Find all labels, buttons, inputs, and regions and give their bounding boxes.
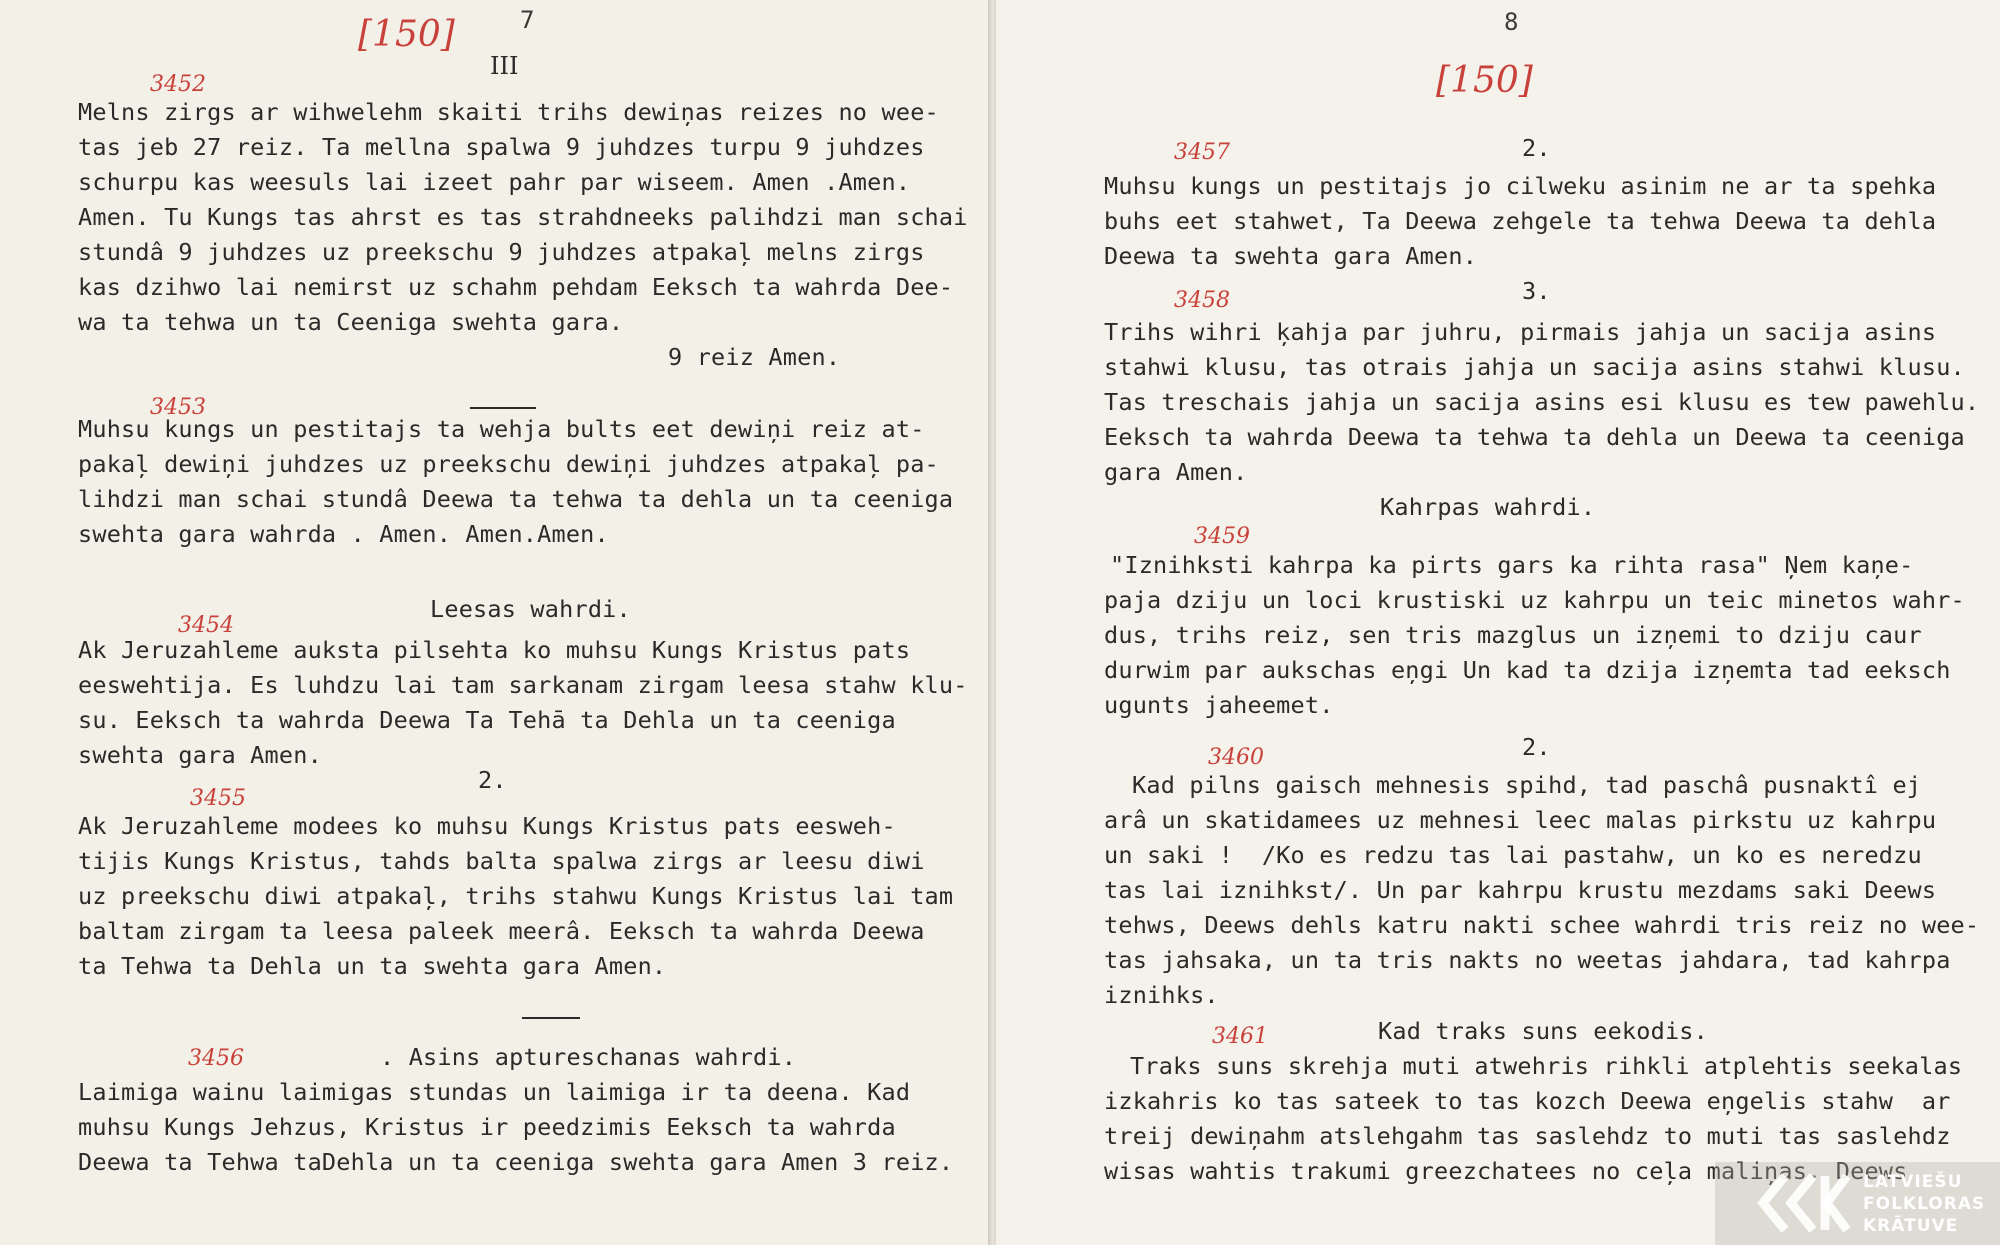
logo-text-line3: KRĀTUVE [1863, 1216, 1959, 1236]
text-line: kas dzihwo lai nemirst uz schahm pehdam Eeksch ta wahrda Dee- [78, 273, 954, 301]
text-line: uz preekschu diwi atpakaļ, trihs stahwu Kungs Kristus lai tam [78, 882, 954, 910]
text-line: iznihks. [1104, 981, 1219, 1009]
text-line: Trihs wihri ķahja par juhru, pirmais jahja un sacija asins [1104, 318, 1937, 346]
text-line: tijis Kungs Kristus, tahds balta spalwa zirgs ar leesu diwi [78, 847, 925, 875]
text-line: tehws, Deews dehls katru nakti schee wahrdi tris reiz no wee- [1104, 911, 1980, 939]
logo-text-line1: LATVIEŠU [1863, 1172, 1963, 1192]
subsection-number: 2. [1522, 134, 1551, 162]
subsection-number: 2. [1522, 733, 1551, 761]
entry-id-3458: 3458 [1174, 288, 1230, 313]
text-line: dus, trihs reiz, sen tris mazglus un izņemi to dziju caur [1104, 621, 1922, 649]
entry-id-3461: 3461 [1212, 1024, 1268, 1049]
text-line: Traks suns skrehja muti atwehris rihkli atplehtis seekalas [1130, 1052, 1963, 1080]
archive-logo [1715, 1162, 2000, 1245]
left-page [0, 0, 990, 1245]
section-heading: Leesas wahrdi. [430, 595, 631, 623]
section-divider [470, 407, 536, 409]
text-line: Ak Jeruzahleme auksta pilsehta ko muhsu Kungs Kristus pats [78, 636, 911, 664]
archive-bracket-number: [150] [1436, 60, 1533, 101]
text-line: Laimiga wainu laimigas stundas un laimiga ir ta deena. Kad [78, 1078, 911, 1106]
text-line: eeswehtija. Es luhdzu lai tam sarkanam zirgam leesa stahw klu- [78, 671, 968, 699]
text-line: Deewa ta Tehwa taDehla un ta ceeniga swehta gara Amen 3 reiz. [78, 1148, 954, 1176]
text-line: buhs eet stahwet, Ta Deewa zehgele ta tehwa Deewa ta dehla [1104, 207, 1937, 235]
text-line: schurpu kas weesuls lai izeet pahr par wiseem. Amen .Amen. [78, 168, 911, 196]
section-divider [522, 1017, 580, 1019]
section-heading: Kahrpas wahrdi. [1380, 493, 1596, 521]
text-line: Eeksch ta wahrda Deewa ta tehwa ta dehla un Deewa ta ceeniga [1104, 423, 1965, 451]
logo-text-line2: FOLKLORAS [1863, 1194, 1986, 1214]
entry-id-3453: 3453 [150, 395, 206, 420]
text-line: swehta gara Amen. [78, 741, 322, 769]
entry-id-3459: 3459 [1194, 524, 1250, 549]
entry-id-3454: 3454 [178, 613, 234, 638]
text-line: baltam zirgam ta leesa paleek meerâ. Eeksch ta wahrda Deewa [78, 917, 925, 945]
text-line: stahwi klusu, tas otrais jahja un sacija asins stahwi klusu. [1104, 353, 1965, 381]
entry-id-3457: 3457 [1174, 140, 1230, 165]
section-heading: . Asins aptureschanas wahrdi. [380, 1043, 797, 1071]
text-line: Muhsu kungs un pestitajs jo cilweku asinim ne ar ta spehka [1104, 172, 1937, 200]
entry-id-3455: 3455 [190, 786, 246, 811]
text-line: su. Eeksch ta wahrda Deewa Ta Tehā ta Dehla un ta ceeniga [78, 706, 896, 734]
text-line: treij dewiņahm atslehgahm tas saslehdz to muti tas saslehdz [1104, 1122, 1951, 1150]
text-line: muhsu Kungs Jehzus, Kristus ir peedzimis Eeksch ta wahrda [78, 1113, 896, 1141]
text-line: 9 reiz Amen. [668, 343, 841, 371]
text-line: wisas wahtis trakumi greezchatees no ceļa maliņas. Deews [1104, 1157, 1908, 1185]
text-line: ta Tehwa ta Dehla un ta swehta gara Amen. [78, 952, 667, 980]
section-numeral: III [490, 52, 519, 80]
text-line: "Iznihksti kahrpa ka pirts gars ka rihta rasa" Ņem kaņe- [1110, 551, 1914, 579]
text-line: Deewa ta swehta gara Amen. [1104, 242, 1478, 270]
text-line: tas lai iznihkst/. Un par kahrpu krustu mezdams saki Deews [1104, 876, 1937, 904]
text-line: izkahris ko tas sateek to tas kozch Deewa eņgelis stahw ar [1104, 1087, 1951, 1115]
text-line: paja dziju un loci krustiski uz kahrpu un teic minetos wahr- [1104, 586, 1965, 614]
text-line: ugunts jaheemet. [1104, 691, 1334, 719]
text-line: tas jeb 27 reiz. Ta mellna spalwa 9 juhdzes turpu 9 juhdzes [78, 133, 925, 161]
right-page [996, 0, 2000, 1245]
text-line: un saki ! /Ko es redzu tas lai pastahw, un ko es neredzu [1104, 841, 1922, 869]
text-line: tas jahsaka, un ta tris nakts no weetas jahdara, tad kahrpa [1104, 946, 1951, 974]
text-line: lihdzi man schai stundâ Deewa ta tehwa ta dehla un ta ceeniga [78, 485, 954, 513]
archive-bracket-number: [150] [358, 14, 455, 55]
text-line: Kad pilns gaisch mehnesis spihd, tad paschâ pusnaktî ej [1132, 771, 1922, 799]
page-number: 8 [1504, 8, 1519, 36]
text-line: wa ta tehwa un ta Ceeniga swehta gara. [78, 308, 624, 336]
page-number: 7 [520, 6, 535, 34]
text-line: swehta gara wahrda . Amen. Amen.Amen. [78, 520, 609, 548]
text-line: Tas treschais jahja un sacija asins esi klusu es tew pawehlu. [1104, 388, 1980, 416]
text-line: arâ un skatidamees uz mehnesi leec malas pirkstu uz kahrpu [1104, 806, 1937, 834]
lfk-logo-icon [1755, 1170, 1855, 1236]
section-heading: Kad traks suns eekodis. [1378, 1017, 1709, 1045]
text-line: stundâ 9 juhdzes uz preekschu 9 juhdzes atpakaļ melns zirgs [78, 238, 925, 266]
entry-id-3456: 3456 [188, 1046, 244, 1071]
text-line: Amen. Tu Kungs tas ahrst es tas strahdneeks palihdzi man schai [78, 203, 968, 231]
text-line: Melns zirgs ar wihwelehm skaiti trihs dewiņas reizes no wee- [78, 98, 939, 126]
subsection-number: 2. [478, 766, 507, 794]
subsection-number: 3. [1522, 277, 1551, 305]
text-line: durwim par aukschas eņgi Un kad ta dzija izņemta tad eeksch [1104, 656, 1951, 684]
text-line: Muhsu kungs un pestitajs ta wehja bults eet dewiņi reiz at- [78, 415, 925, 443]
text-line: pakaļ dewiņi juhdzes uz preekschu dewiņi juhdzes atpakaļ pa- [78, 450, 939, 478]
text-line: Ak Jeruzahleme modees ko muhsu Kungs Kristus pats eesweh- [78, 812, 896, 840]
text-line: gara Amen. [1104, 458, 1248, 486]
entry-id-3452: 3452 [150, 72, 206, 97]
entry-id-3460: 3460 [1208, 745, 1264, 770]
